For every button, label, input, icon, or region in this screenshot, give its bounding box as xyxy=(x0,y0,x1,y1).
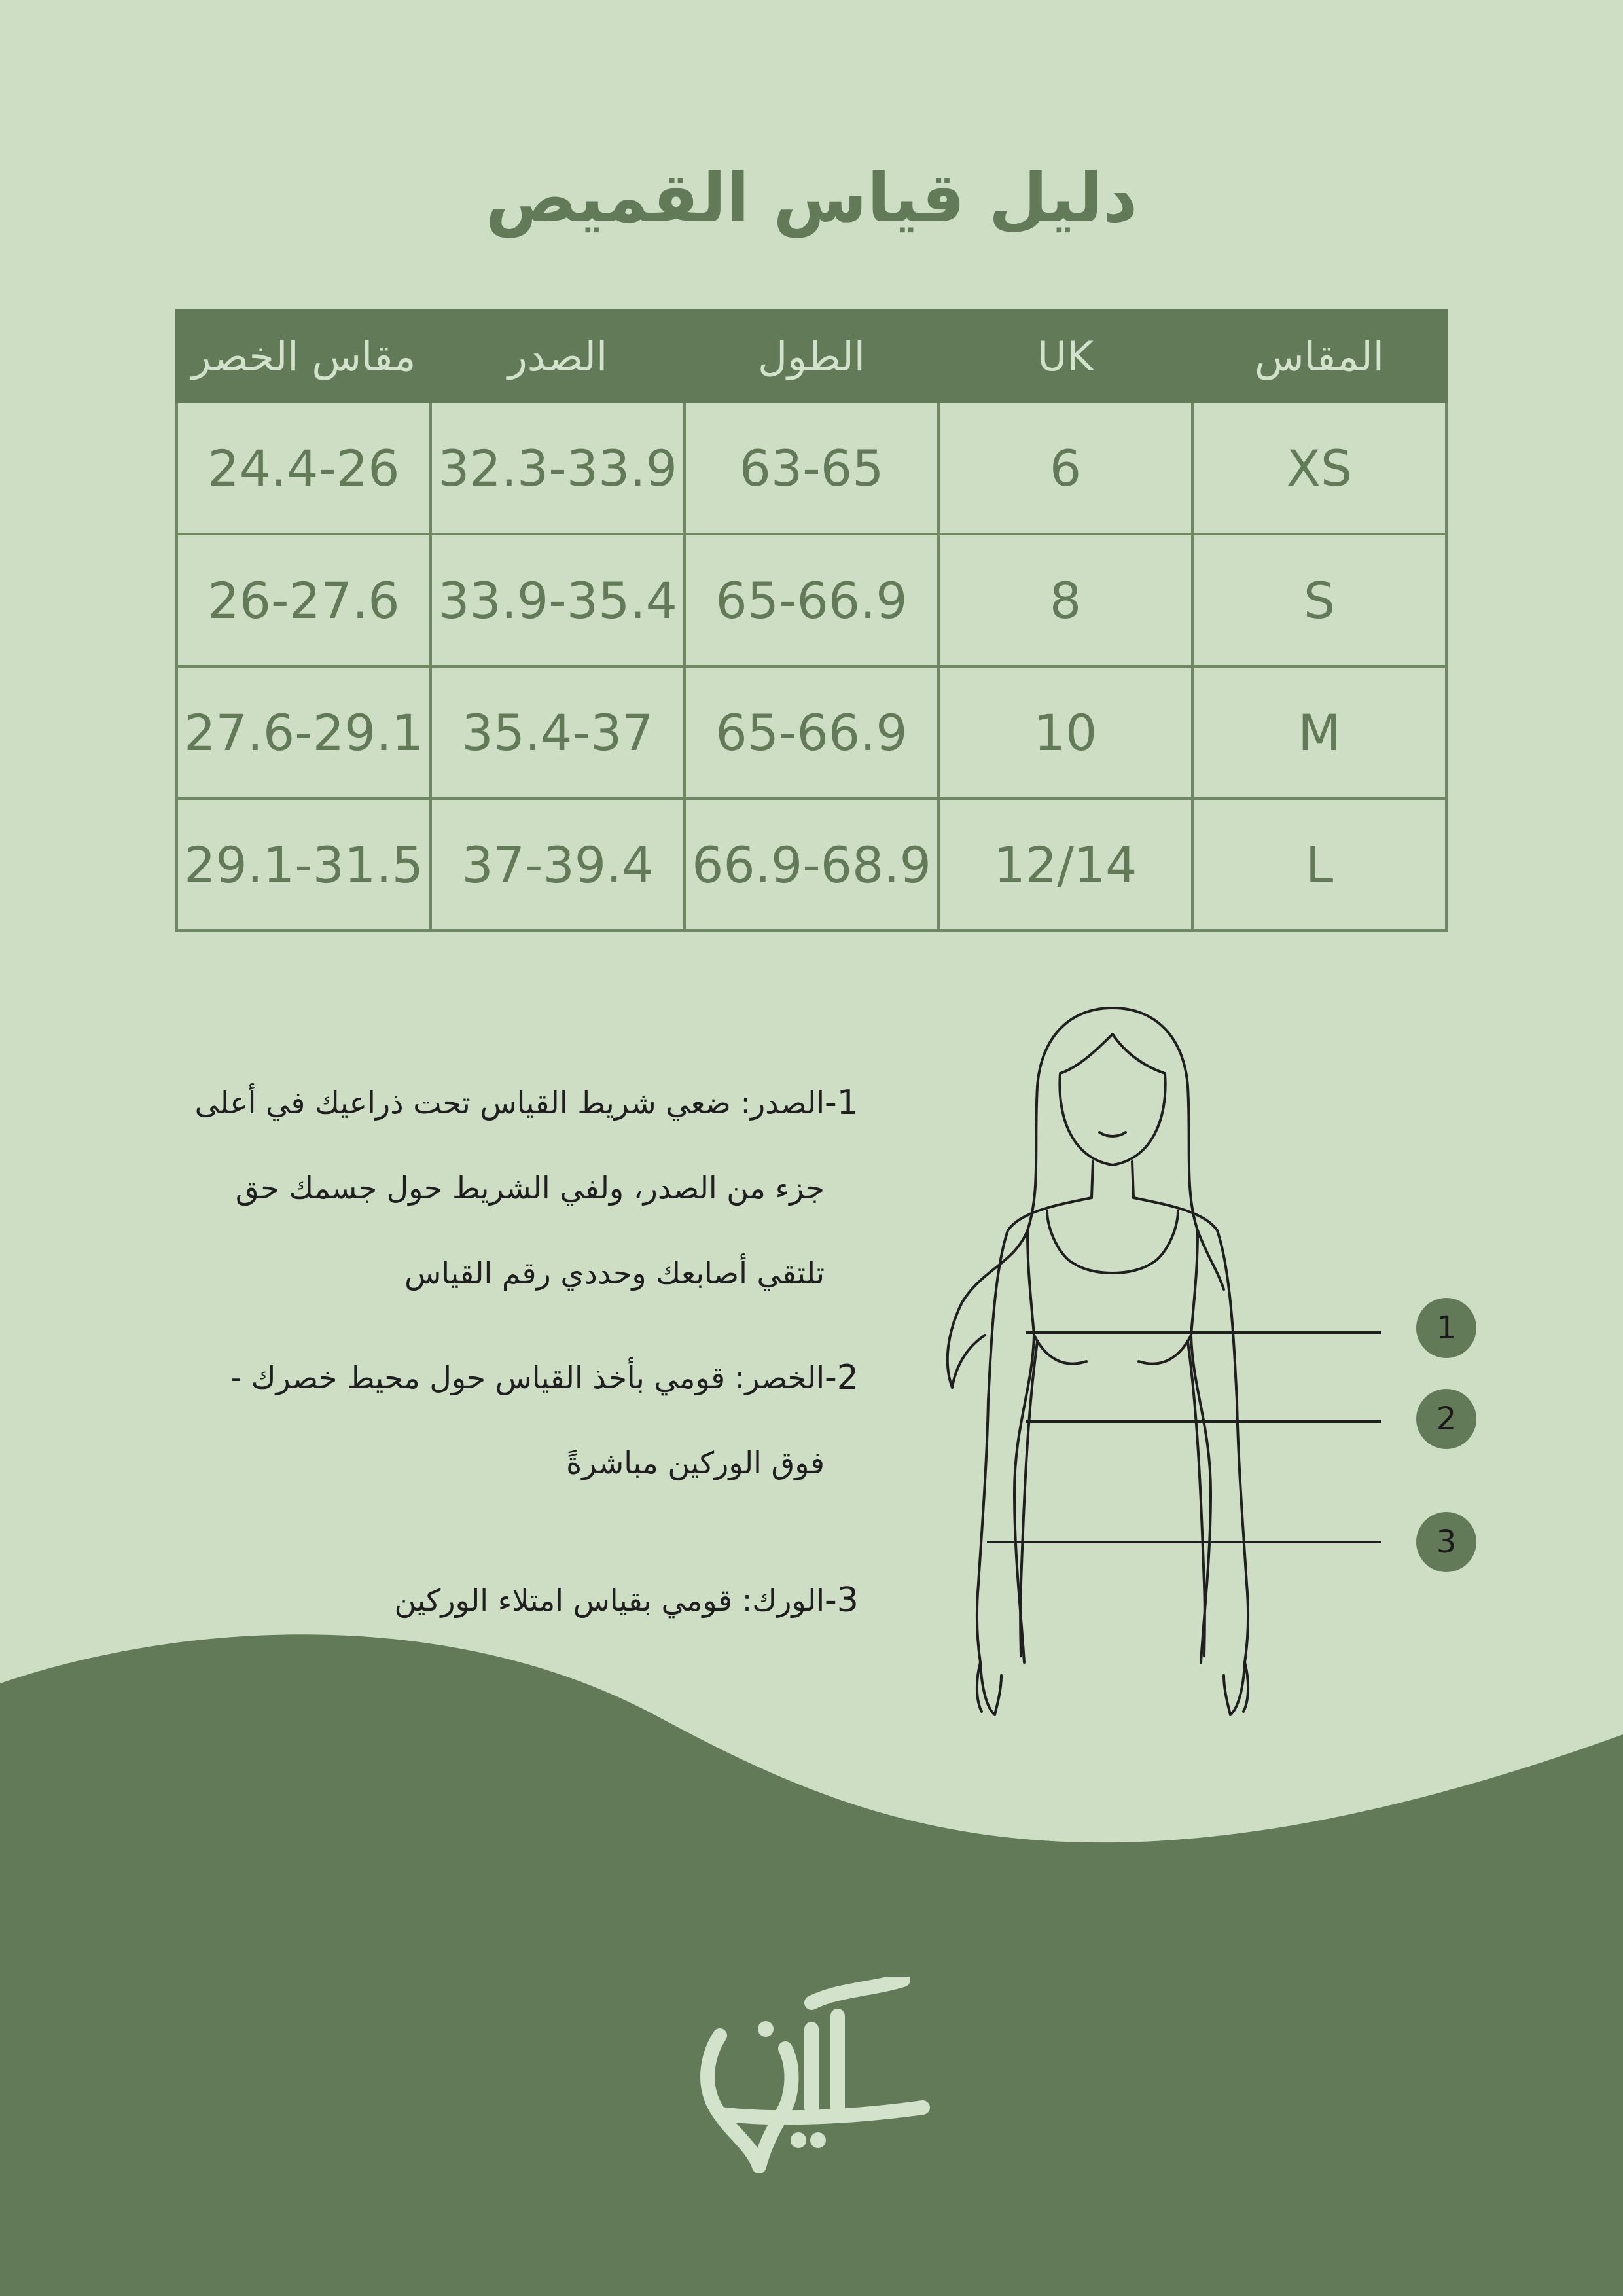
table-cell: 33.9-35.4 xyxy=(431,534,685,666)
table-cell: 65-66.9 xyxy=(685,666,938,798)
instruction-item xyxy=(183,1335,883,1505)
table-row xyxy=(177,798,1446,931)
measurement-marker: 2 xyxy=(1416,1389,1476,1449)
page-title: دليل قياس القميص xyxy=(485,158,1138,238)
measurement-marker: 1 xyxy=(1416,1298,1476,1358)
table-cell: 29.1-31.5 xyxy=(177,798,431,931)
footer-wave xyxy=(0,1623,1623,2296)
brand-logo-icon xyxy=(681,1977,942,2173)
table-cell: 10 xyxy=(938,666,1192,798)
table-cell: 12/14 xyxy=(938,798,1192,931)
table-cell: L xyxy=(1192,798,1446,931)
measurement-marker: 3 xyxy=(1416,1512,1476,1572)
table-cell: 35.4-37 xyxy=(431,666,685,798)
instruction-item xyxy=(183,1060,883,1316)
table-cell: 37-39.4 xyxy=(431,798,685,931)
table-cell: M xyxy=(1192,666,1446,798)
table-cell: XS xyxy=(1192,402,1446,534)
table-cell: 32.3-33.9 xyxy=(431,402,685,534)
table-cell: 63-65 xyxy=(685,402,938,534)
instruction-text: الخصر: قومي بأخذ القياس حول محيط خصرك - فوق الوركين مباشرةً xyxy=(230,1360,825,1480)
table-header-cell: UK xyxy=(938,310,1192,402)
table-header-cell: مقاس الخصر xyxy=(177,310,431,402)
table-row xyxy=(177,402,1446,534)
table-header-cell: الصدر xyxy=(431,310,685,402)
woman-figure-illustration xyxy=(916,995,1283,1721)
table-cell: 8 xyxy=(938,534,1192,666)
table-cell: 66.9-68.9 xyxy=(685,798,938,931)
table-cell: 27.6-29.1 xyxy=(177,666,431,798)
instruction-number: -3 xyxy=(825,1581,859,1620)
table-header-cell: الطول xyxy=(685,310,938,402)
table-row xyxy=(177,534,1446,666)
table-header-row xyxy=(177,310,1446,402)
table-cell: 26-27.6 xyxy=(177,534,431,666)
instruction-number: -2 xyxy=(825,1358,859,1397)
instruction-text: الصدر: ضعي شريط القياس تحت ذراعيك في أعلى جزء من الصدر، ولفي الشريط حول جسمك حق تلتقي أصابعك وحددي رقم القياس xyxy=(194,1085,825,1291)
size-table xyxy=(175,309,1448,932)
table-cell: 65-66.9 xyxy=(685,534,938,666)
table-header-cell: المقاس xyxy=(1192,310,1446,402)
table-cell: S xyxy=(1192,534,1446,666)
instruction-text: الورك: قومي بقياس امتلاء الوركين xyxy=(394,1583,825,1618)
table-row xyxy=(177,666,1446,798)
table-cell: 6 xyxy=(938,402,1192,534)
instruction-number: -1 xyxy=(825,1083,859,1122)
table-cell: 24.4-26 xyxy=(177,402,431,534)
